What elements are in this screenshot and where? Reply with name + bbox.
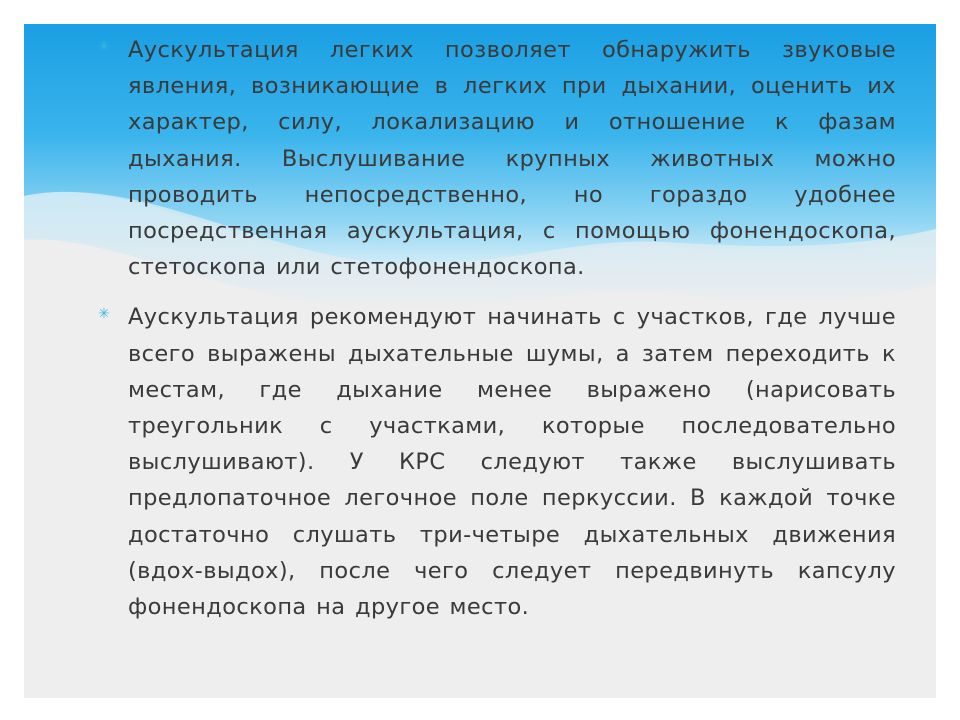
bullet-text: Аускультация рекомендуют начинать с участков, где лучше всего выражены дыхательные шумы, а затем переходить к местам, где дыхание менее выражено (нарисовать треугольник с участками, которые последовательно выслушивают). У КРС следуют также выслушивать предлопаточное легочное поле перкуссии. В каждой точке достаточно слушать три-четыре дыхательных движения (вдох-выдох), после чего следует передвинуть капсулу фонендоскопа на другое место. (128, 304, 896, 621)
bullet-item (94, 32, 896, 285)
asterisk-bullet-icon: ✳ (98, 39, 110, 55)
slide-content (94, 32, 896, 639)
asterisk-bullet-icon: ✳ (98, 306, 110, 323)
bullet-text: Аускультация легких позволяет обнаружить звуковые явления, возникающие в легких при дыхании, оценить их характер, силу, локализацию и отношение к фазам дыхания. Выслушивание крупных животных можно проводить непосредственно, но гораздо удобнее посредственная аускультация, с помощью фонендоскопа, стетоскопа или стетофонендоскопа. (128, 37, 896, 281)
bullet-item (94, 299, 896, 625)
slide-panel (24, 24, 936, 698)
